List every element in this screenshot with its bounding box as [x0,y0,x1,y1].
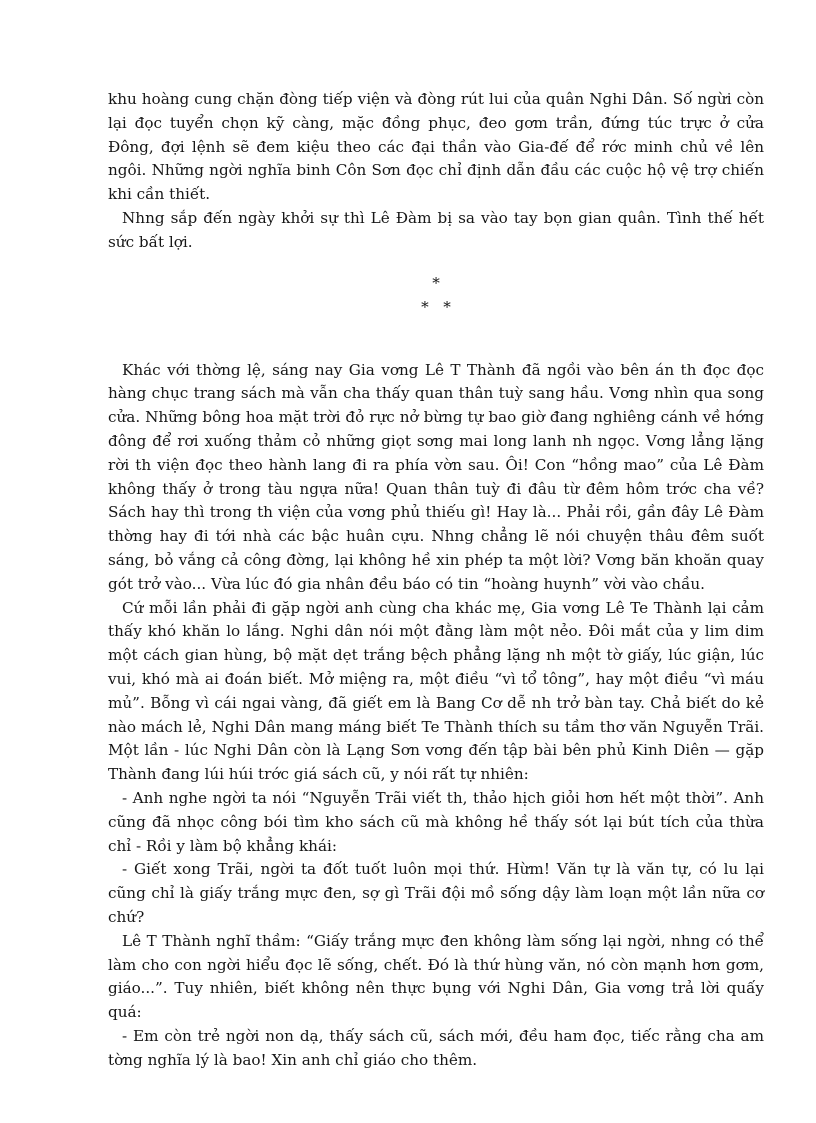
paragraph-dialogue-em-con-tre: - Em còn trẻ ngời non dạ, thấy sách cũ, sách mới, đều ham đọc, tiếc rằng cha am tờng nghĩa lý là bao! Xin anh chỉ giáo cho thêm. [108,1026,764,1069]
paragraph-dialogue-giet-xong: - Giết xong Trãi, ngời ta đốt tuốt luôn mọi thứ. Hừm! Văn tự là văn tự, có lu lại cũng chỉ là giấy trắng mực đen, sợ gì Trãi đội mồ sống dậy làm loạn một lần nữa cơ chứ? [108,860,764,926]
paragraph-khu-hoang-cung: khu hoàng cung chặn đòng tiếp viện và đòng rút lui của quân Nghi Dân. Số ngừi còn lại đọc tuyển chọn kỹ càng, mặc đồng phục, đeo gơm trần, đứng túc trực ở cửa Đông, đợi lệnh sẽ đem kiệu theo các đại thần vào Gia-đế để rớc minh chủ về lên ngôi. Những ngời nghĩa binh Côn Sơn đọc chỉ định dẫn đầu các cuộc hộ vệ trợ chiến khi cần thiết. [108,90,764,204]
section-separator [108,271,764,319]
paragraph-khac-voi-thuong-le: Khác với thờng lệ, sáng nay Gia vơng Lê T Thành đã ngồi vào bên án th đọc đọc hàng chục trang sách mà vẫn cha thấy quan thân tuỳ sang hầu. Vơng nhìn qua song cửa. Những bông hoa mặt trời đỏ rực nở bừng tự bao giờ đang nghiêng cánh về hớng đông để rơi xuống thảm cỏ những giọt sơng mai long lanh nh ngọc. Vơng lẳng lặng rời th viện đọc theo hành lang đi ra phía vờn sau. Ôi! Con “hồng mao” của Lê Đàm không thấy ở trong tàu ngựa nữa! Quan thân tuỳ đi đâu từ đêm hôm trớc cha về? Sách hay thì trong th viện của vơng phủ thiếu gì! Hay là... Phải rồi, gần đây Lê Đàm thờng hay đi tới nhà các bậc huân cựu. Nhng chẳng lẽ nói chuyện thâu đêm suốt sáng, bỏ vắng cả công đờng, lại không hề xin phép ta một lời? Vơng băn khoăn quay gót trở vào... Vừa lúc đó gia nhân đều báo có tin “hoàng huynh” vời vào chầu. [108,360,764,593]
paragraph-le-thanh-nghi-tham: Lê T Thành nghĩ thầm: “Giấy trắng mực đen không làm sống lại ngời, nhng có thể làm cho con ngời hiểu đọc lẽ sống, chết. Đó là thứ hùng văn, nó còn mạnh hơn gơm, giáo...”. Tuy nhiên, biết không nên thực bụng với Nghi Dân, Gia vơng trả lời quấy quá: [108,931,764,1022]
paragraph-dialogue-anh-nghe: - Anh nghe ngời ta nói “Nguyễn Trãi viết th, thảo hịch giỏi hơn hết một thời”. Anh cũng đã nhọc công bói tìm kho sách cũ mà không hề thấy sót lại bút tích của thừa chỉ - Rồi y làm bộ khẳng khái: [108,788,764,855]
document-page [108,88,764,1072]
separator-star-top: * [432,273,440,292]
paragraph-nhung-sap-den: Nhng sắp đến ngày khởi sự thì Lê Đàm bị sa vào tay bọn gian quân. Tình thế hết sức bất lợi. [108,208,764,251]
paragraph-cu-moi-lan: Cứ mỗi lần phải đi gặp ngời anh cùng cha khác mẹ, Gia vơng Lê Te Thành lại cảm thấy khó khăn lo lắng. Nghi dân nói một đằng làm một nẻo. Đôi mắt của y lim dim một cách gian hùng, bộ mặt dẹt trắng bệch phẳng lặng nh một tờ giấy, lúc giận, lúc vui, khó mà ai đoán biết. Mở miệng ra, một điều “vì tổ tông”, hay một điều “vì máu mủ”. Bỗng vì cái ngai vàng, đã giết em là Bang Cơ dễ nh trở bàn tay. Chả biết do kẻ nào mách lẻ, Nghi Dân mang máng biết Te Thành thích su tầm thơ văn Nguyễn Trãi. Một lần - lúc Nghi Dân còn là Lạng Sơn vơng đến tập bài bên phủ Kinh Diên — gặp Thành đang lúi húi trớc giá sách cũ, y nói rất tự nhiên: [108,598,764,784]
separator-star-bottom: * * [421,297,451,316]
